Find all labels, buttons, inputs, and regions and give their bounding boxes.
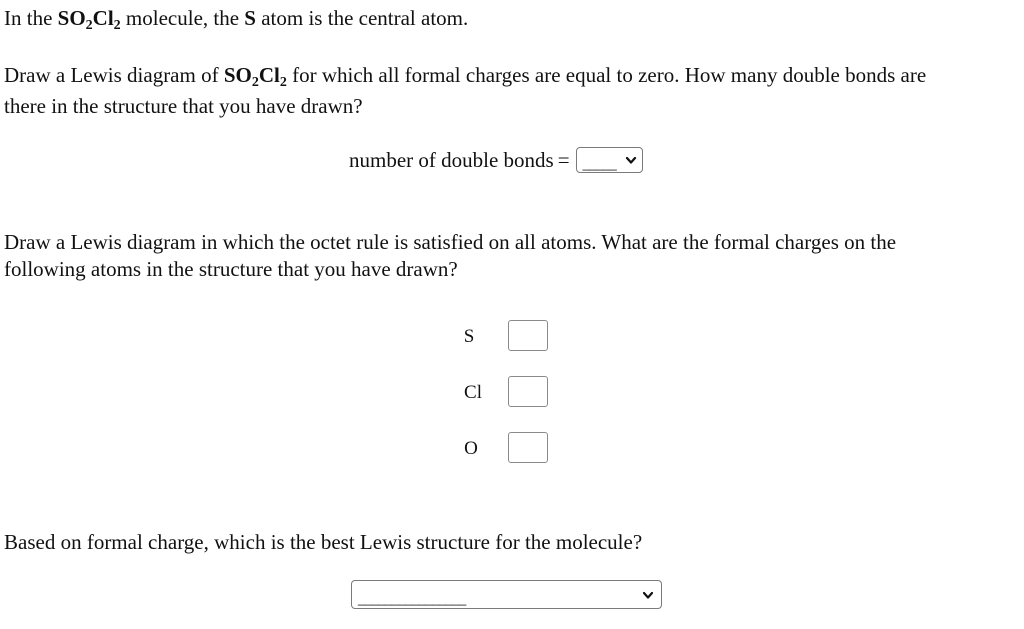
intro-suffix: atom is the central atom. [255, 6, 469, 30]
atom-label-cl: Cl [464, 382, 482, 403]
chevron-down-icon [624, 153, 638, 167]
equals-sign: = [557, 147, 570, 172]
formula-part: SO [223, 63, 252, 87]
formula-subscript: 2 [251, 75, 259, 90]
question-1-suffix: for which all formal charges are equal to zero. How many double bonds are [286, 63, 927, 87]
formal-charge-cl-input[interactable] [508, 376, 548, 407]
formal-charge-s-input[interactable] [508, 320, 548, 351]
question-1-text-line2: there in the structure that you have drawn? [4, 94, 363, 118]
best-structure-select[interactable] [351, 580, 662, 609]
double-bonds-answer-row [349, 146, 643, 174]
double-bonds-label: number of double bonds [349, 147, 554, 172]
atom-label-s: S [463, 326, 475, 347]
intro-formula [57, 6, 121, 33]
formula-subscript: 2 [113, 18, 121, 33]
question-2-text-line2: following atoms in the structure that you have drawn? [4, 257, 458, 281]
question-1-formula [223, 63, 287, 90]
select-value: ________________ [358, 591, 466, 606]
formula-part: Cl [92, 6, 114, 30]
question-1-prefix: Draw a Lewis diagram of [4, 63, 224, 87]
central-atom: S [244, 6, 256, 30]
question-3-text: Based on formal charge, which is the best Lewis structure for the molecule? [4, 530, 643, 554]
formula-part: Cl [258, 63, 280, 87]
formula-subscript: 2 [85, 18, 93, 33]
chevron-down-icon [641, 588, 655, 602]
intro-prefix: In the [4, 6, 58, 30]
formal-charge-o-input[interactable] [508, 432, 548, 463]
formula-subscript: 2 [279, 75, 287, 90]
select-value: _____ [582, 155, 617, 171]
intro-middle: molecule, the [120, 6, 245, 30]
intro-text [4, 5, 468, 31]
question-2-text: Draw a Lewis diagram in which the octet rule is satisfied on all atoms. What are the formal charges on the [4, 230, 897, 254]
double-bonds-select[interactable] [576, 147, 643, 173]
atom-label-o: O [464, 438, 478, 459]
formula-part: SO [57, 6, 86, 30]
question-1-text [4, 62, 926, 88]
